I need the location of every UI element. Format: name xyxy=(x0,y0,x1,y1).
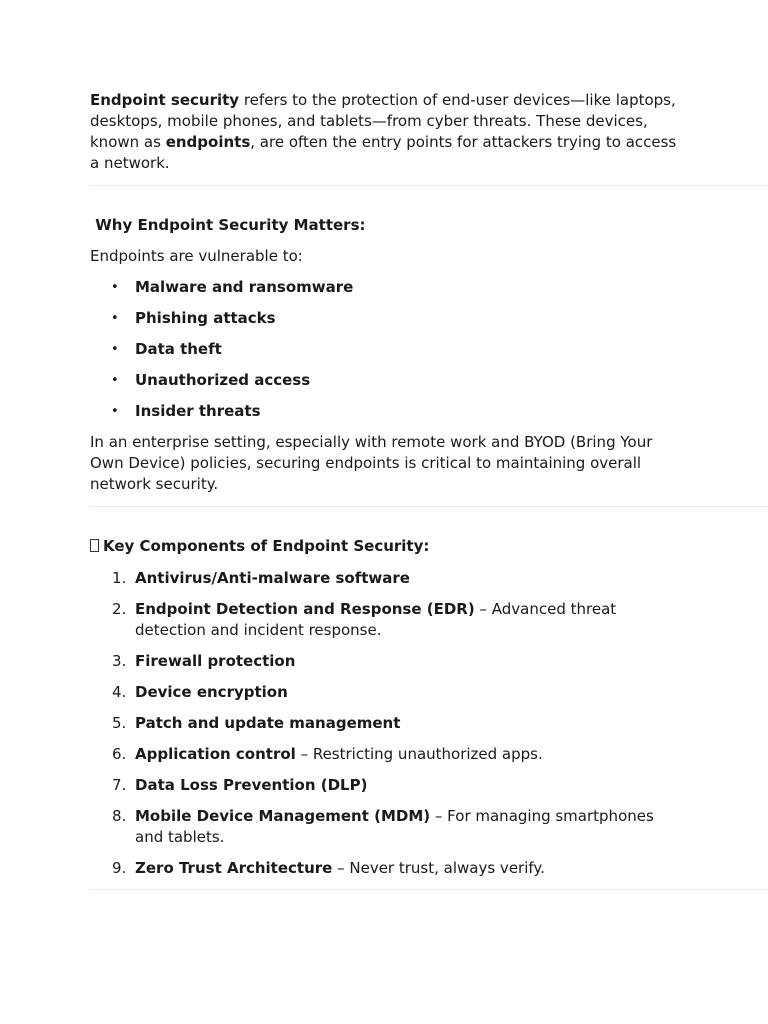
list-item xyxy=(90,713,680,734)
item-number: 2. xyxy=(112,600,127,618)
components-heading-text: Key Components of Endpoint Security: xyxy=(103,537,430,555)
list-item xyxy=(90,568,680,589)
document-body xyxy=(90,90,768,890)
why-closing: In an enterprise setting, especially with remote work and BYOD (Bring Your Own Device) policies, securing endpoints is critical to maintaining overall network security. xyxy=(90,433,653,493)
why-heading: Why Endpoint Security Matters: xyxy=(90,216,366,234)
list-item: • Phishing attacks xyxy=(90,308,768,329)
components-list xyxy=(90,568,768,879)
threat-list xyxy=(90,277,768,422)
intro-paragraph xyxy=(90,90,680,174)
item-desc: – Advanced threat detection and incident response. xyxy=(135,600,617,639)
item-term: Endpoint Detection and Response (EDR) xyxy=(135,600,475,618)
item-term: Application control xyxy=(135,745,296,763)
item-number: 4. xyxy=(112,683,127,701)
intro-term: Endpoint security xyxy=(90,91,240,109)
item-number: 9. xyxy=(112,859,127,877)
missing-glyph-icon xyxy=(90,539,99,552)
list-item xyxy=(90,682,680,703)
list-item: • Insider threats xyxy=(90,401,768,422)
item-term: Zero Trust Architecture xyxy=(135,859,333,877)
list-item xyxy=(90,775,680,796)
section-divider xyxy=(90,889,768,890)
item-term: Data Loss Prevention (DLP) xyxy=(135,776,368,794)
intro-text-2: , are often the entry points for attackers trying to access a network. xyxy=(90,133,677,172)
list-item xyxy=(90,806,680,848)
section-divider xyxy=(90,506,768,507)
list-item: • Data theft xyxy=(90,339,768,360)
list-item: • Unauthorized access xyxy=(90,370,768,391)
item-number: 5. xyxy=(112,714,127,732)
section-divider xyxy=(90,185,768,186)
item-number: 6. xyxy=(112,745,127,763)
item-term: Device encryption xyxy=(135,683,288,701)
item-desc: – Never trust, always verify. xyxy=(332,859,545,877)
item-term: Patch and update management xyxy=(135,714,401,732)
components-heading xyxy=(90,536,768,557)
list-item xyxy=(90,651,680,672)
item-number: 3. xyxy=(112,652,127,670)
intro-text-1: refers to the protection of end-user devices—like laptops, desktops, mobile phones, and tablets—from cyber threats. These devices, known as xyxy=(90,91,676,151)
why-lead: Endpoints are vulnerable to: xyxy=(90,247,303,265)
item-desc: – Restricting unauthorized apps. xyxy=(295,745,543,763)
item-number: 1. xyxy=(112,569,127,587)
item-term: Firewall protection xyxy=(135,652,296,670)
list-item xyxy=(90,599,680,641)
item-number: 7. xyxy=(112,776,127,794)
list-item xyxy=(90,744,680,765)
item-desc: – For managing smartphones and tablets. xyxy=(135,807,654,846)
intro-term-2: endpoints xyxy=(165,133,251,151)
item-number: 8. xyxy=(112,807,127,825)
item-term: Antivirus/Anti-malware software xyxy=(135,569,410,587)
item-term: Mobile Device Management (MDM) xyxy=(135,807,431,825)
list-item xyxy=(90,858,680,879)
list-item: • Malware and ransomware xyxy=(90,277,768,298)
